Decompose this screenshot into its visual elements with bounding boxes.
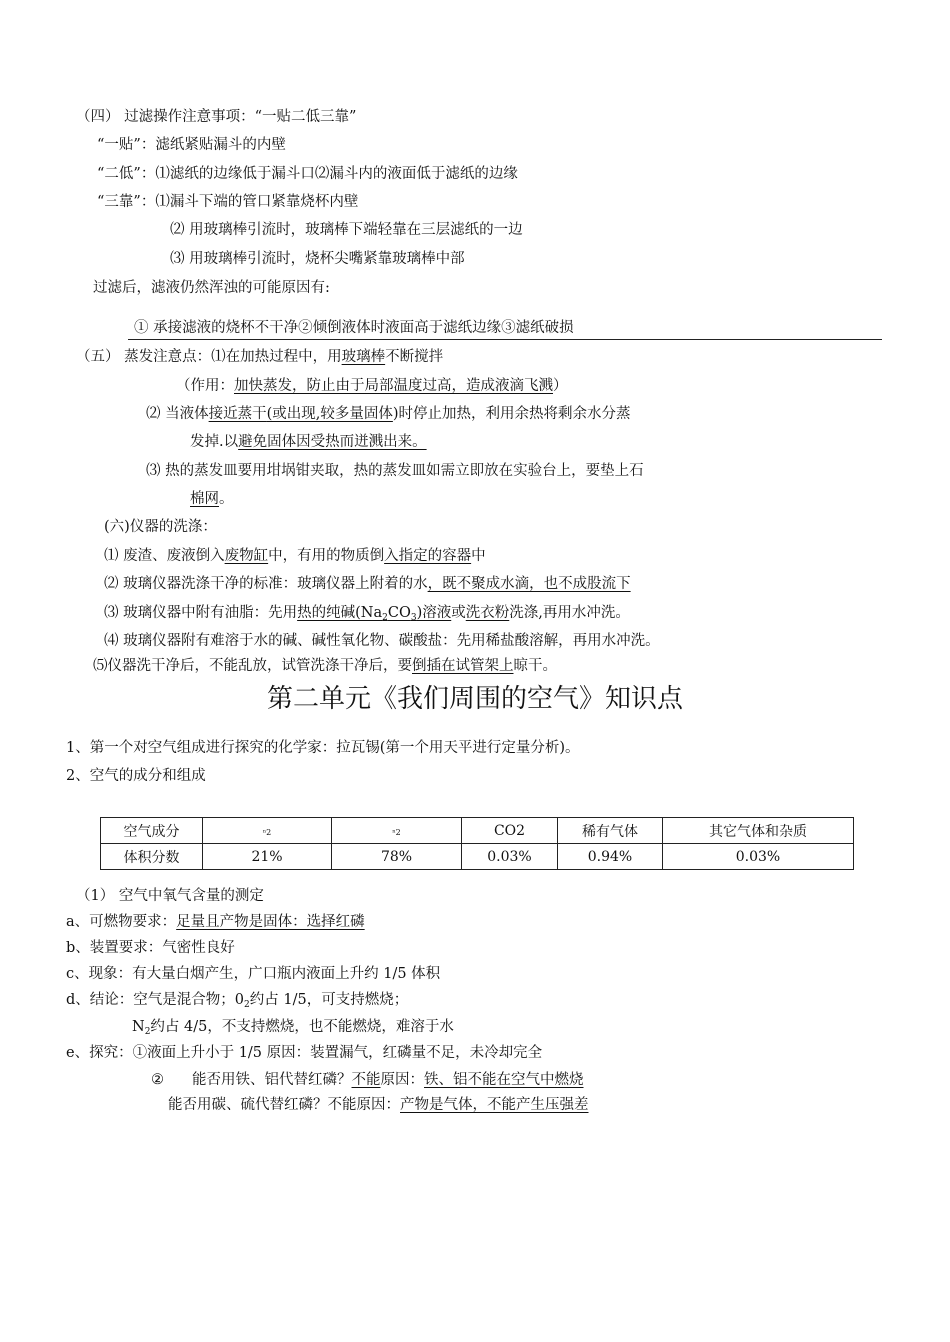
filter-erdi: “二低”：⑴滤纸的边缘低于漏斗口⑵漏斗内的液面低于滤纸的边缘 — [97, 166, 518, 182]
filter-turbid-question: 过滤后，滤液仍然浑浊的可能原因有: — [93, 280, 330, 296]
item-e3-underlined: 产物是气体，不能产生压强差 — [400, 1097, 589, 1113]
item-a — [66, 912, 365, 932]
wash-heading: (六)仪器的洗涤： — [104, 519, 217, 535]
item-e2-text: 能否用铁、铝代替红磷？ — [192, 1072, 352, 1088]
item-e2-underlined-1: 不能 — [351, 1072, 381, 1088]
table-row — [101, 844, 854, 870]
evap-line-2 — [176, 376, 568, 396]
table-cell — [332, 818, 462, 844]
table-cell — [203, 818, 332, 844]
evap-l4-underlined: 避免固体因受热而迸溅出来。 — [238, 434, 427, 450]
wash-w5-tail: 晾干。 — [513, 658, 557, 674]
evap-l1-text: （五） 蒸发注意点：⑴在加热过程中，用 — [76, 349, 342, 365]
filter-heading: （四） 过滤操作注意事项：“一贴二低三靠” — [76, 109, 357, 125]
table-cell: 其它气体和杂质 — [663, 818, 854, 844]
o2-label: ⁿ2 — [262, 827, 272, 837]
item-e: e、探究：①液面上升小于 1/5 原因：装置漏气，红磷量不足，未冷却完全 — [66, 1045, 543, 1061]
wash-w3-sub-1: 2 — [382, 613, 388, 623]
evap-line-6 — [190, 489, 234, 509]
filter-sankao-3: ⑶ 用玻璃棒引流时，烧杯尖嘴紧靠玻璃棒中部 — [170, 251, 465, 267]
table-cell: 0.03% — [462, 844, 558, 870]
wash-w3-formula-a: 热的纯碱(Na — [297, 605, 383, 621]
item-b: b、装置要求：气密性良好 — [66, 940, 235, 956]
evap-line-1 — [76, 347, 443, 367]
item-e2-num: ② — [151, 1072, 164, 1088]
wash-w1-tail: 中 — [471, 548, 486, 564]
evap-l2-tail: ） — [553, 378, 568, 394]
item-d2-sub: 2 — [144, 1027, 151, 1037]
table-cell: 21% — [203, 844, 332, 870]
filter-yitie: “一贴”：滤纸紧贴漏斗的内壁 — [97, 137, 286, 153]
evap-l1-underlined: 玻璃棒 — [341, 349, 386, 365]
table-cell: CO2 — [462, 818, 558, 844]
filter-sankao: “三靠”：⑴漏斗下端的管口紧靠烧杯内壁 — [97, 194, 359, 210]
wash-w3-underlined-2: 洗衣粉 — [465, 605, 510, 621]
o2-heading: （1） 空气中氧气含量的测定 — [76, 888, 264, 904]
item-d-sub: 2 — [244, 1000, 250, 1010]
item-e2-underlined-2: 铁、铝不能在空气中燃烧 — [424, 1072, 584, 1088]
item-d — [66, 990, 408, 1012]
evap-l6-tail: 。 — [219, 491, 234, 507]
wash-w3-formula-b: CO — [387, 605, 411, 621]
evap-line-5: ⑶ 热的蒸发皿要用坩埚钳夹取，热的蒸发皿如需立即放在实验台上，要垫上石 — [146, 463, 644, 479]
evap-l3-underlined-1: 接近蒸干 — [208, 406, 267, 422]
wash-w5-text: ⑸仪器洗干净后，不能乱放，试管洗涤干净后，要 — [93, 658, 412, 674]
evap-l2-text: （作用： — [176, 378, 234, 394]
unit2-point-2: 2、空气的成分和组成 — [66, 768, 206, 784]
item-d-2 — [132, 1017, 454, 1039]
table-cell: 稀有气体 — [558, 818, 663, 844]
evap-line-4 — [190, 432, 427, 452]
table-cell: 0.03% — [663, 844, 854, 870]
wash-line-3 — [104, 603, 630, 625]
item-d2-tail: 约占 4/5，不支持燃烧，也不能燃烧，难溶于水 — [150, 1019, 454, 1035]
n2-label: ⁿ2 — [392, 827, 401, 837]
filter-turbid-answer: ① 承接滤液的烧杯不干净②倾倒液体时液面高于滤纸边缘③滤纸破损 — [134, 320, 574, 336]
evap-l2-underlined: 加快蒸发，防止由于局部温度过高，造成液滴飞溅 — [234, 378, 553, 394]
unit2-title: 第二单元《我们周围的空气》知识点 — [266, 684, 683, 714]
evap-l3-underlined-2: (或出现,较多量固体 — [266, 406, 393, 422]
item-e2-mid: 原因： — [380, 1072, 424, 1088]
item-e3-text: 能否用碳、硫代替红磷？不能原因： — [168, 1097, 400, 1113]
divider-line — [128, 339, 882, 340]
table-cell: 体积分数 — [101, 844, 203, 870]
wash-w3-tail: 洗涤,再用水冲洗。 — [509, 605, 630, 621]
wash-w1-mid: 中，有用的物质倒 — [268, 548, 385, 564]
wash-w3-sub-2: 3 — [410, 613, 417, 623]
wash-w1-text: ⑴ 废渣、废液倒入 — [104, 548, 225, 564]
wash-line-1 — [104, 546, 486, 566]
table-cell: 78% — [332, 844, 462, 870]
wash-w1-underlined-2: 入指定的容器 — [384, 548, 472, 564]
evap-l6-underlined: 棉网 — [190, 491, 219, 507]
unit2-point-1: 1、第一个对空气组成进行探究的化学家：拉瓦锡(第一个用天平进行定量分析)。 — [66, 740, 580, 756]
evap-line-3 — [146, 404, 631, 424]
item-d-tail: 约占 1/5，可支持燃烧； — [249, 992, 409, 1008]
wash-line-4: ⑷ 玻璃仪器附有难溶于水的碱、碱性氧化物、碳酸盐：先用稀盐酸溶解，再用水冲洗。 — [104, 633, 660, 649]
table-cell: 空气成分 — [101, 818, 203, 844]
air-composition-table — [100, 817, 854, 870]
wash-line-5 — [93, 656, 557, 676]
wash-w3-mid: 或 — [451, 605, 466, 621]
item-a-underlined: 足量且产物是固体：选择红磷 — [176, 914, 365, 930]
evap-l1-tail: 不断搅拌 — [385, 349, 444, 365]
wash-line-2 — [104, 574, 631, 594]
wash-w5-underlined: 倒插在试管架上 — [412, 658, 514, 674]
wash-w3-underlined-1 — [297, 605, 451, 621]
wash-w3-text: ⑶ 玻璃仪器中附有油脂：先用 — [104, 605, 298, 621]
item-e-3 — [168, 1095, 589, 1115]
table-cell: 0.94% — [558, 844, 663, 870]
evap-l4-text: 发掉.以 — [190, 434, 239, 450]
table-header-row — [101, 818, 854, 844]
wash-w2-underlined: ，既不聚成水滴，也不成股流下 — [427, 576, 631, 592]
wash-w3-formula-c: )溶液 — [416, 605, 452, 621]
item-d2-text: N — [132, 1019, 145, 1035]
filter-sankao-2: ⑵ 用玻璃棒引流时，玻璃棒下端轻靠在三层滤纸的一边 — [170, 222, 523, 238]
evap-l3-tail: )时停止加热，利用余热将剩余水分蒸 — [392, 406, 631, 422]
wash-w2-text: ⑵ 玻璃仪器洗涤干净的标准：玻璃仪器上附着的水 — [104, 576, 428, 592]
item-c: c、现象：有大量白烟产生，广口瓶内液面上升约 1/5 体积 — [66, 966, 441, 982]
item-e-2 — [151, 1070, 584, 1090]
item-a-text: a、可燃物要求： — [66, 914, 177, 930]
item-d-text: d、结论：空气是混合物；0 — [66, 992, 245, 1008]
evap-l3-text: ⑵ 当液体 — [146, 406, 209, 422]
wash-w1-underlined-1: 废物缸 — [224, 548, 269, 564]
